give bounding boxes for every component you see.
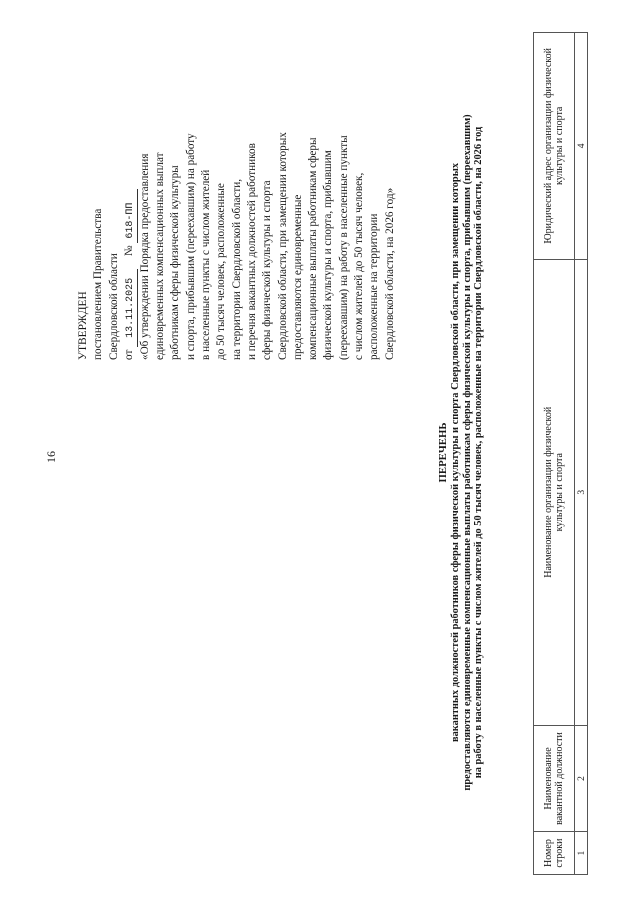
page-number: 16 [44,451,58,463]
number-prefix: № [122,245,135,257]
approval-desc-line: физической культуры и спорта, прибывшим [322,150,335,360]
decree-date: 13.11.2025 [125,269,138,347]
approval-desc-line: на территории Свердловской области, [230,178,243,360]
list-subtitle-line: предоставляются единовременные компенсационные выплаты работникам сферы физической культуры и спорта, прибывшим (переехавшим) [461,114,473,791]
decree-number: 618-ПП [125,189,138,243]
approval-desc-line: (переехавшим) на работу в населенные пункты [337,135,350,360]
column-number: 4 [575,33,588,260]
approval-desc-line: с числом жителей до 50 тысяч человек, [353,172,366,360]
approval-desc-line: до 50 тысяч человек, расположенные [215,183,228,360]
header-vacancy-name: Наименование вакантной должности [534,725,575,831]
approval-desc-line: Свердловской области, при замещении которых [276,132,289,360]
approval-desc-line: и спорта, прибывшим (переехавшим) на работу [184,133,197,360]
approval-desc-line: сферы физической культуры и спорта [261,180,274,360]
approval-desc-line: Свердловской области, на 2026 год» [383,187,396,360]
header-organization-name: Наименование организации физической культуры и спорта [534,259,575,725]
list-title: ПЕРЕЧЕНЬ [437,422,449,483]
header-legal-address: Юридический адрес организации физической культуры и спорта [534,33,575,260]
approval-desc-line: в населенные пункты с числом жителей [200,169,213,360]
column-number: 1 [575,832,588,875]
approval-desc-line: компенсационные выплаты работникам сферы [307,137,320,360]
approval-line-1: постановлением Правительства [92,208,105,360]
table-column-numbers-row [575,33,588,875]
approval-desc-line: предоставляются единовременные [291,194,304,360]
approval-line-2: Свердловской области [107,253,120,360]
list-subtitle-line: вакантных должностей работников сферы физической культуры и спорта Свердловской области, при замещении которых [449,162,461,743]
column-number: 3 [575,259,588,725]
list-subtitle-line: на работу в населенные пункты с числом жителей до 50 тысяч человек, расположенные на территории Свердловской области, на 2026 год [473,126,485,779]
list-title-block [438,10,485,895]
table-header-row [534,33,575,875]
approval-desc-line: и перечня вакантных должностей работников [245,143,258,360]
approval-desc-line: расположенные на территории [368,213,381,360]
approval-desc-line: единовременных компенсационных выплат [154,152,167,360]
approval-desc-line: работникам сферы физической культуры [169,165,182,360]
approval-heading: УТВЕРЖДЕН [77,291,89,360]
column-number: 2 [575,725,588,831]
approval-date-line [122,20,138,360]
date-prefix: от [122,349,135,360]
approval-stamp [76,20,398,360]
header-row-number: Номер строки [534,832,575,875]
approval-desc-line: «Об утверждении Порядка предоставления [138,153,151,360]
vacancy-table [533,32,588,875]
